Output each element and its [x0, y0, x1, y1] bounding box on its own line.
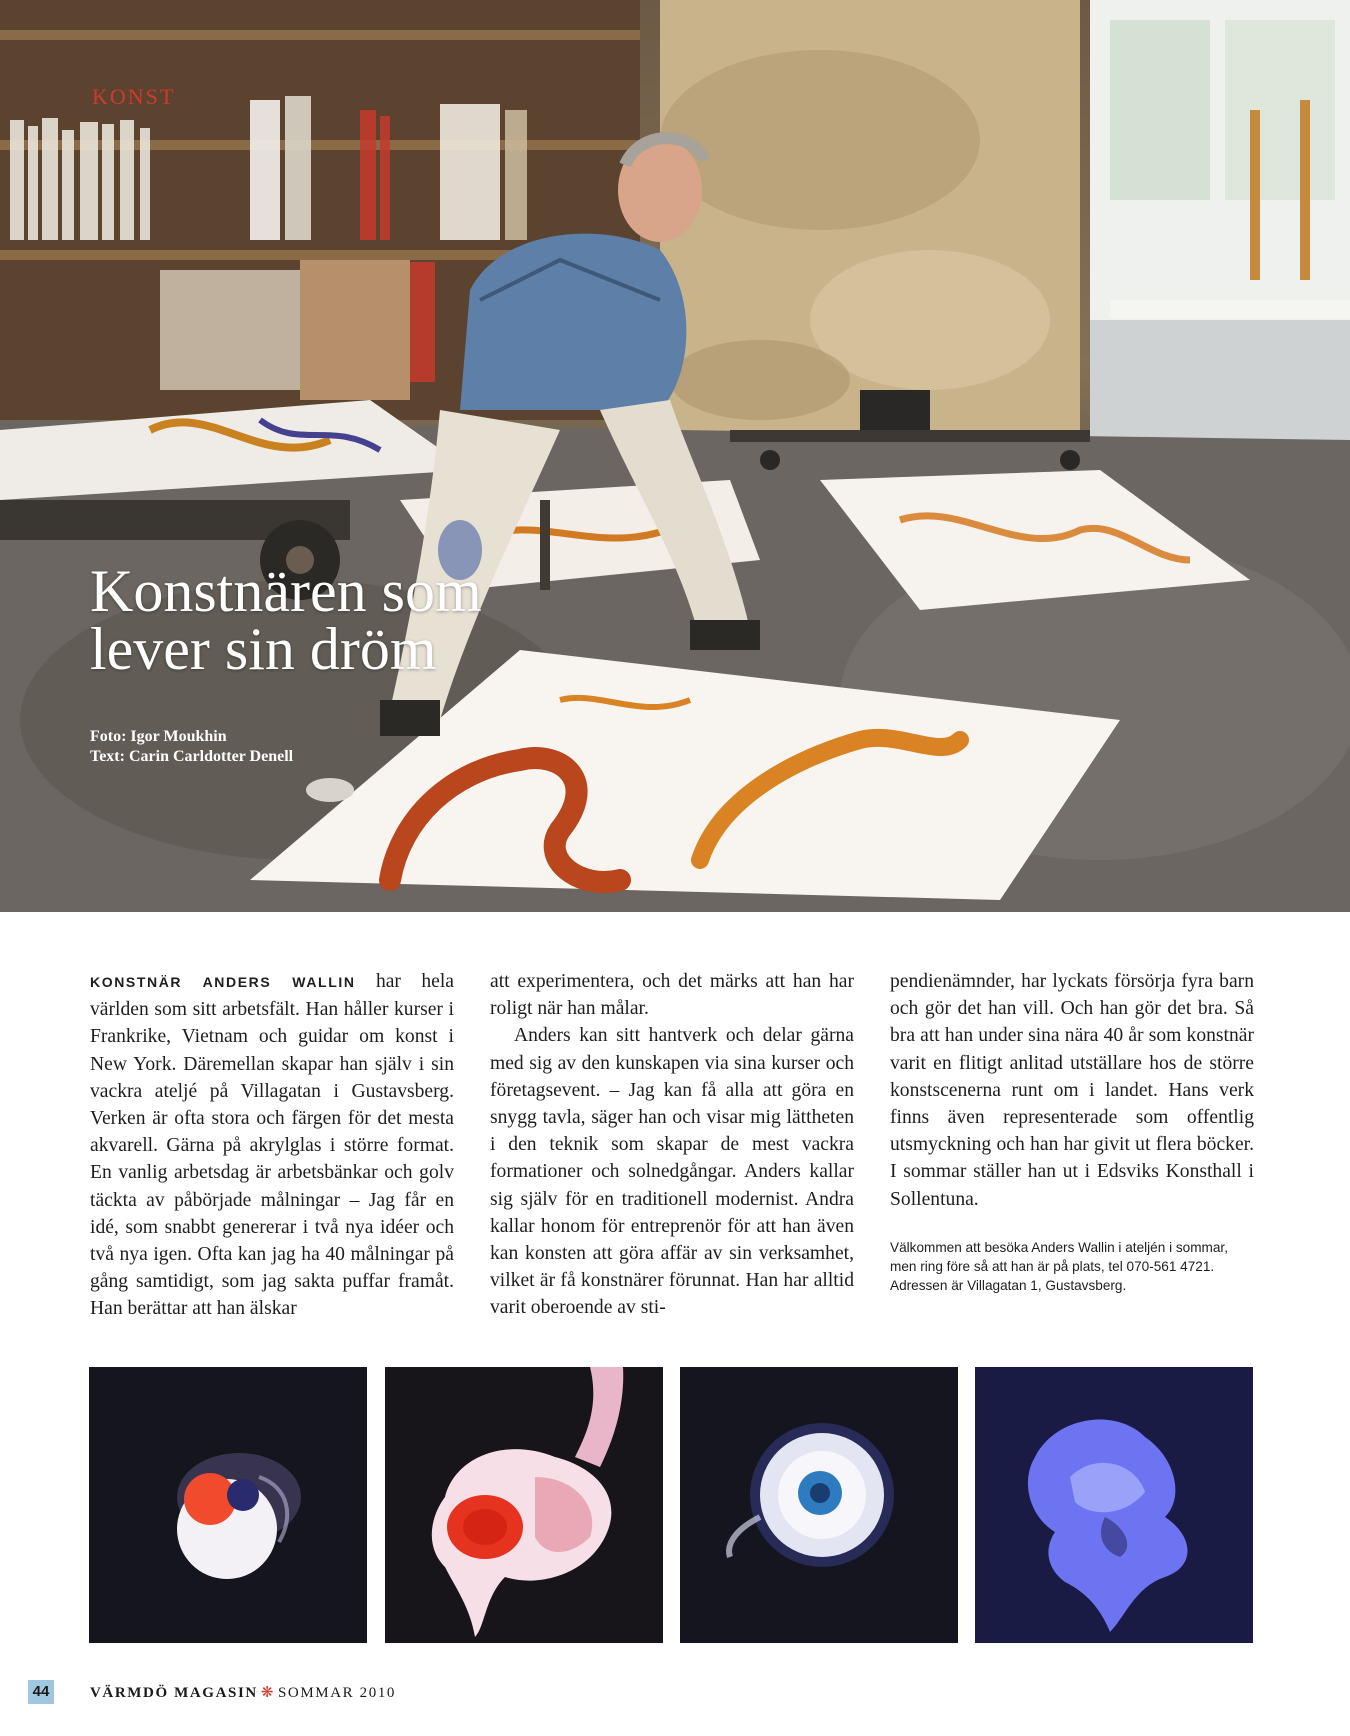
- artwork-blue-eye: [680, 1367, 958, 1643]
- article-paragraph: [90, 968, 454, 1323]
- section-label: KONST: [92, 84, 176, 109]
- separator-icon: ❋: [260, 1685, 275, 1701]
- lead-in: KONSTNÄR ANDERS WALLIN: [90, 974, 356, 990]
- article-headline: [90, 558, 690, 682]
- article-column-1: [90, 968, 454, 1323]
- artwork-pink-splash: [385, 1367, 663, 1643]
- page-number: 44: [28, 1680, 54, 1704]
- article-column-2: [490, 968, 854, 1322]
- headline-line-1: Konstnären som: [90, 558, 482, 624]
- artwork-red-white-orb: [89, 1367, 367, 1643]
- artwork-violet-shape: [975, 1367, 1253, 1643]
- artwork-image-4: [975, 1367, 1253, 1643]
- headline-line-2: lever sin dröm: [90, 616, 437, 682]
- footer: [90, 1683, 396, 1702]
- paragraph-text: har hela världen som sitt arbetsfält. Han håller kurser i Frankrike, Vietnam och guidar om konst i New York. Däremellan skapar han själv i sin vackra ateljé på Villagatan i Gustavsberg. Verken är ofta stora och färgen för det mesta akvarell. Gärna på akrylglas i större format. En vanlig arbetsdag är arbetsbänkar och golv täckta av påbörjade målningar – Jag får en idé, som snabbt genererar i två nya idéer och två nya igen. Ofta kan jag ha 40 målningar på gång samtidigt, som jag sakta puffar framåt. Han berättar att han älskar: [90, 971, 454, 1320]
- credits: [90, 727, 293, 767]
- artwork-image-2: [385, 1367, 663, 1643]
- article-paragraph: att experimentera, och det märks att han har roligt när han målar.: [490, 971, 854, 1020]
- visitor-info: Välkommen att besöka Anders Wallin i ateljén i sommar, men ring före så att han är på plats, tel 070-561 4721. Adressen är Villagatan 1, Gustavsberg.: [890, 1240, 1228, 1293]
- artwork-image-1: [89, 1367, 367, 1643]
- text-credit: Text: Carin Carldotter Denell: [90, 748, 294, 765]
- magazine-name: VÄRMDÖ MAGASIN: [90, 1685, 258, 1701]
- photo-credit: Foto: Igor Moukhin: [90, 728, 227, 745]
- article-column-3: [890, 968, 1254, 1213]
- artwork-image-3: [680, 1367, 958, 1643]
- article-paragraph: pendienämnder, har lyckats försörja fyra barn och gör det han vill. Och han gör det bra. Så bra att han under sina nära 40 år som konstnär varit en flitigt anlitad utställare hos de större konstscenerna runt om i landet. Hans verk finns även representerade som offentlig utsmyckning och han har givit ut flera böcker. I sommar ställer han ut i Edsviks Konsthall i Sollentuna.: [890, 971, 1254, 1210]
- issue-label: SOMMAR 2010: [277, 1685, 397, 1701]
- article-paragraph: Anders kan sitt hantverk och delar gärna med sig av den kunskapen via sina kurser och företagsevent. – Jag kan få alla att göra en snygg tavla, säger han och visar mig lättheten i den teknik som skapar de mest vackra formationer och solnedgångar. Anders kallar sig själv för en traditionell modernist. Andra kallar honom för entreprenör för att han även kan konsten att göra affär av sin verksamhet, vilket är få konstnärer förunnat. Han har alltid varit oberoende av sti-: [490, 1025, 854, 1319]
